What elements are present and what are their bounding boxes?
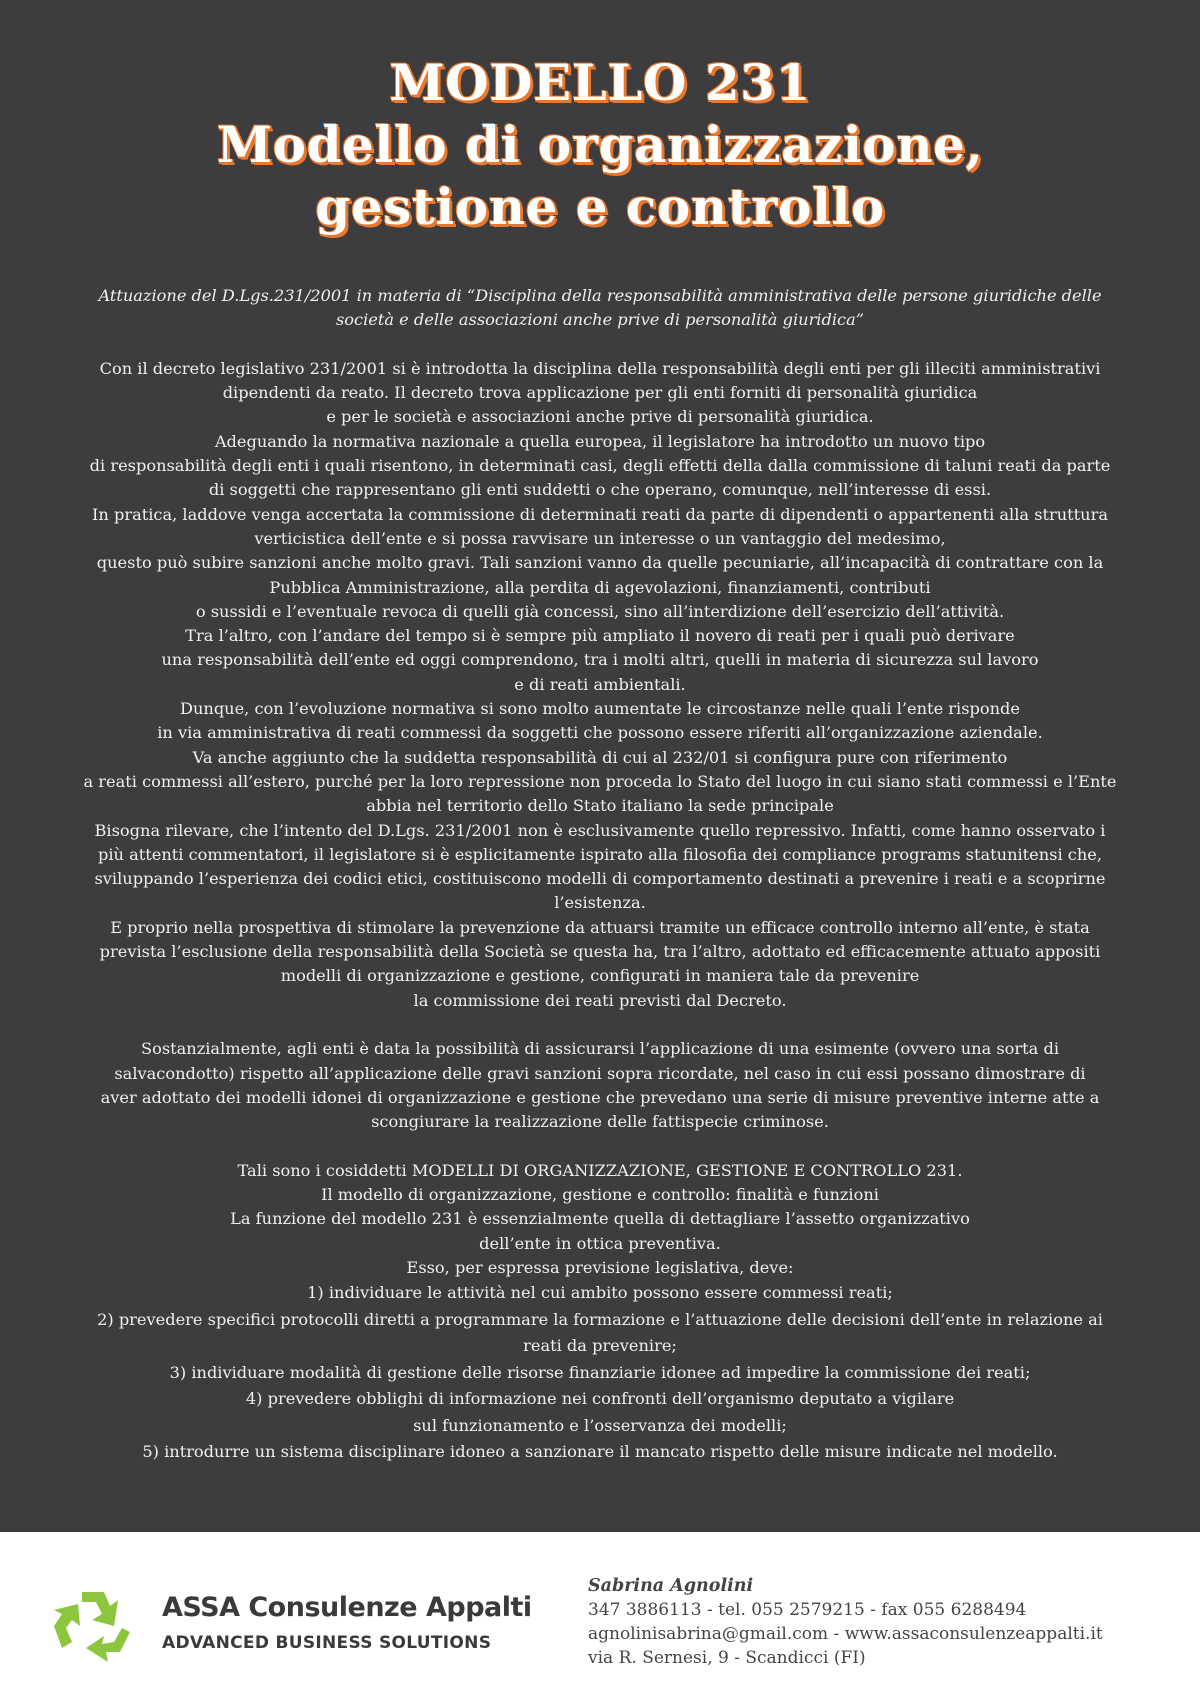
body-line: l’esistenza. — [554, 893, 646, 913]
body-paragraph-models — [50, 1159, 1150, 1280]
body-line: modelli di organizzazione e gestione, configurati in maniera tale da prevenire — [280, 966, 920, 986]
body-line: salvacondotto) rispetto all’applicazione delle gravi sanzioni sopra ricordate, nel caso in cui essi possano dimostrare di — [114, 1063, 1086, 1083]
contact-address: via R. Sernesi, 9 - Scandicci (FI) — [588, 1648, 866, 1668]
body-line: più attenti commentatori, il legislatore si è esplicitamente ispirato alla filosofia dei compliance programs statunitensi che, — [97, 844, 1103, 864]
body-line: In pratica, laddove venga accertata la commissione di determinati reati da parte di dipendenti o appartenenti alla struttura — [92, 504, 1108, 524]
brand-tagline: ADVANCED BUSINESS SOLUTIONS — [162, 1633, 492, 1653]
intro-line: società e delle associazioni anche prive di personalità giuridica” — [335, 310, 865, 330]
body-line: Con il decreto legislativo 231/2001 si è introdotta la disciplina della responsabilità degli enti per gli illeciti amministrativi — [99, 358, 1101, 378]
title-line-3: gestione e controllo — [315, 177, 885, 236]
list-item — [50, 1280, 1150, 1307]
list-item-line: 4) prevedere obblighi di informazione nei confronti dell’organismo deputato a vigilare — [245, 1389, 955, 1409]
list-item — [50, 1439, 1150, 1466]
title-line-2: Modello di organizzazione, — [216, 115, 984, 174]
list-item-line: 1) individuare le attività nel cui ambito possono essere commessi reati; — [307, 1283, 893, 1303]
body-line: E proprio nella prospettiva di stimolare la prevenzione da attuarsi tramite un efficace controllo interno all’ente, è stata — [110, 917, 1090, 937]
body-line: e di reati ambientali. — [514, 674, 686, 694]
body-line: a reati commessi all’estero, purché per la loro repressione non proceda lo Stato del luogo in cui siano stati commessi e l’Ente — [83, 771, 1117, 791]
list-item — [50, 1386, 1150, 1439]
body-line: questo può subire sanzioni anche molto gravi. Tali sanzioni vanno da quelle pecuniarie, all’incapacità di contrattare con la — [96, 553, 1104, 573]
body-line: Bisogna rilevare, che l’intento del D.Lgs. 231/2001 non è esclusivamente quello repressivo. Infatti, come hanno osservato i — [94, 820, 1106, 840]
body-line: verticistica dell’ente e si possa ravvisare un interesse o un vantaggio del medesimo, — [254, 528, 946, 548]
contact-phones: 347 3886113 - tel. 055 2579215 - fax 055 6288494 — [588, 1600, 1027, 1620]
title-line-1: MODELLO 231 — [389, 53, 811, 112]
body-line: dipendenti da reato. Il decreto trova applicazione per gli enti forniti di personalità giuridica — [222, 383, 978, 403]
body-line: scongiurare la realizzazione delle fattispecie criminose. — [371, 1112, 829, 1132]
body-line: Pubblica Amministrazione, alla perdita di agevolazioni, finanziamenti, contributi — [269, 577, 931, 597]
body-paragraphs — [50, 357, 1150, 1013]
body-line: una responsabilità dell’ente ed oggi comprendono, tra i molti altri, quelli in materia di sicurezza sul lavoro — [161, 650, 1039, 670]
list-item-line: 3) individuare modalità di gestione delle risorse finanziarie idonee ad impedire la commissione dei reati; — [169, 1362, 1031, 1382]
body-line: in via amministrativa di reati commessi da soggetti che possono essere riferiti all’organizzazione aziendale. — [157, 723, 1043, 743]
body-line: Esso, per espressa previsione legislativa, deve: — [406, 1257, 794, 1277]
page-title — [0, 52, 1200, 238]
body-line: di soggetti che rappresentano gli enti suddetti o che operano, comunque, nell’interesse di essi. — [208, 480, 992, 500]
contact-email-web: agnolinisabrina@gmail.com - www.assaconsulenzeappalti.it — [588, 1624, 1103, 1644]
body-line: La funzione del modello 231 è essenzialmente quella di dettagliare l’assetto organizzativo — [230, 1209, 970, 1229]
list-item-line: 2) prevedere specifici protocolli diretti a programmare la formazione e l’attuazione delle decisioni dell’ente in relazione ai — [97, 1309, 1103, 1329]
brand-name: ASSA Consulenze Appalti — [162, 1592, 532, 1623]
body-line: aver adottato dei modelli idonei di organizzazione e gestione che prevedano una serie di misure preventive interne atte a — [100, 1087, 1100, 1107]
body-line: abbia nel territorio dello Stato italiano la sede principale — [366, 796, 834, 816]
body-line: Adeguando la normativa nazionale a quella europea, il legislatore ha introdotto un nuovo tipo — [214, 431, 986, 451]
body-line: di responsabilità degli enti i quali risentono, in determinati casi, degli effetti della dalla commissione di taluni reati da parte — [89, 456, 1111, 476]
body-line: Tali sono i cosiddetti MODELLI DI ORGANIZZAZIONE, GESTIONE E CONTROLLO 231. — [237, 1160, 963, 1180]
body-line: Dunque, con l’evoluzione normativa si sono molto aumentate le circostanze nelle quali l’ente risponde — [179, 699, 1020, 719]
body-line: prevista l’esclusione della responsabilità della Società se questa ha, tra l’altro, adottato ed efficacemente attuato appositi — [99, 942, 1101, 962]
body-paragraph-exemption — [50, 1037, 1150, 1134]
body-line: dell’ente in ottica preventiva. — [479, 1233, 721, 1253]
contact-name: Sabrina Agnolini — [588, 1576, 754, 1596]
list-item — [50, 1360, 1150, 1387]
list-item-line: reati da prevenire; — [523, 1336, 677, 1356]
body-line: Il modello di organizzazione, gestione e controllo: finalità e funzioni — [321, 1184, 879, 1204]
footer — [0, 1532, 1200, 1697]
body-line: e per le società e associazioni anche prive di personalità giuridica. — [326, 407, 874, 427]
body-line: Va anche aggiunto che la suddetta responsabilità di cui al 232/01 si configura pure con riferimento — [192, 747, 1008, 767]
list-item-line: 5) introdurre un sistema disciplinare idoneo a sanzionare il mancato rispetto delle misure indicate nel modello. — [142, 1442, 1058, 1462]
list-item — [50, 1307, 1150, 1360]
body-line: Sostanzialmente, agli enti è data la possibilità di assicurarsi l’applicazione di una esimente (ovvero una sorta di — [140, 1039, 1059, 1059]
contact-block — [588, 1574, 1103, 1670]
body-line: o sussidi e l’eventuale revoca di quelli già concessi, sino all’interdizione dell’esercizio dell’attività. — [195, 601, 1005, 621]
recycle-arrows-icon — [52, 1586, 136, 1670]
body-line: sviluppando l’esperienza dei codici etici, costituiscono modelli di comportamento destinati a prevenire i reati e a scoprirne — [94, 869, 1106, 889]
document-body — [50, 284, 1150, 1466]
body-line: Tra l’altro, con l’andare del tempo si è sempre più ampliato il novero di reati per i quali può derivare — [185, 626, 1015, 646]
requirements-list — [50, 1280, 1150, 1466]
body-line: la commissione dei reati previsti dal Decreto. — [413, 990, 787, 1010]
intro-line: Attuazione del D.Lgs.231/2001 in materia di “Disciplina della responsabilità amministrativa delle persone giuridiche delle — [98, 286, 1102, 305]
list-item-line: sul funzionamento e l’osservanza dei modelli; — [413, 1415, 787, 1435]
